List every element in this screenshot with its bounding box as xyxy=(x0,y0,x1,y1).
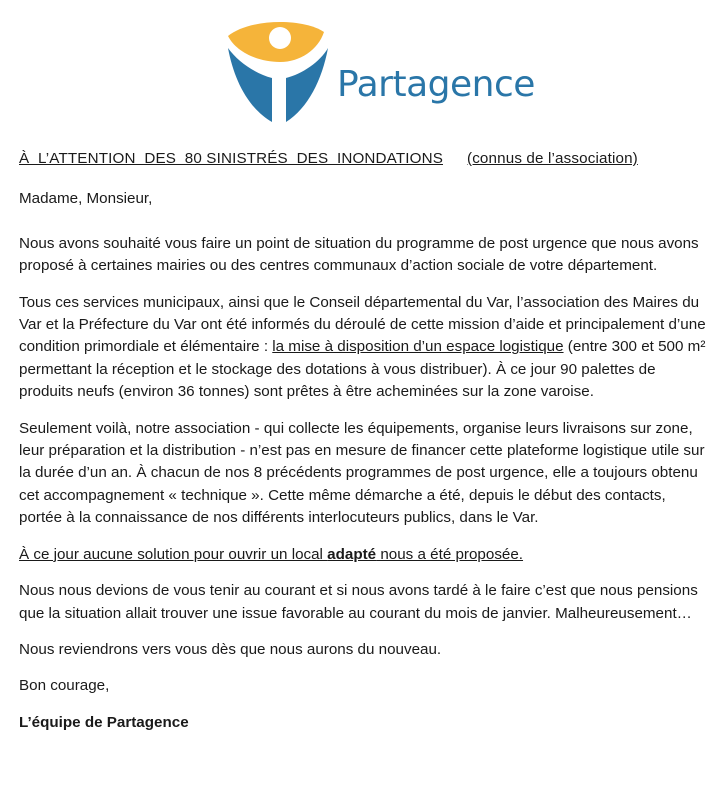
partagence-logo xyxy=(224,18,535,130)
paragraph-services xyxy=(19,292,709,404)
partagence-logo-mark-icon xyxy=(224,18,334,130)
p2-text-after: (entre 300 et 500 m² permettant la réception et le stockage des dotations à vous distribuer). À ce jour 90 palettes de produits neufs (environ 36 tonnes) sont prêtes à être acheminées sur la zone varoise. xyxy=(19,338,706,401)
salutation: Madame, Monsieur, xyxy=(19,190,153,208)
p2-text-before: Tous ces services municipaux, ainsi que le Conseil départemental du Var, l’association des Maires du Var et la Préfecture du Var ont été informés du déroulé de cette mission d’aide et principalement d’une condition primordiale et élémentaire : xyxy=(19,293,706,356)
heading-suffix: (connus de l’association) xyxy=(466,150,638,167)
p2-underlined-text: la mise à disposition d’un espace logistique xyxy=(272,338,564,356)
heading-main: À L’ATTENTION DES 80 SINISTRÉS DES INONDATIONS xyxy=(19,150,443,167)
letter-heading xyxy=(19,148,709,170)
logo-wordmark: Partagence xyxy=(337,64,535,105)
closing: Bon courage, xyxy=(19,677,110,695)
paragraph-no-solution xyxy=(19,544,709,566)
paragraph-followup: Nous reviendrons vers vous dès que nous aurons du nouveau. xyxy=(19,640,442,658)
paragraph-situation: Nous avons souhaité vous faire un point de situation du programme de post urgence que nous avons proposé à certaines mairies ou des centres communaux d’action sociale de votre département. xyxy=(19,234,699,275)
letter-body xyxy=(19,148,709,734)
paragraph-update: Nous nous devions de vous tenir au courant et si nous avons tardé à le faire c’est que nous pensions que la situation allait trouver une issue favorable au courant du mois de janvier. Malheureusement… xyxy=(19,582,698,622)
p4-text-after: nous a été proposée. xyxy=(376,545,524,563)
paragraph-association: Seulement voilà, notre association - qui collecte les équipements, organise leurs livraisons sur zone, leur préparation et la distribution - n’est pas en mesure de financer cette plateforme logistique utile sur la durée d’un an. À chacun de nos 8 précédents programmes de post urgence, elle a toujours obtenu cet accompagnement « technique ». Cette même démarche a été, depuis le début des contacts, portée à la connaissance de nos différents interlocuteurs publics, dans le Var. xyxy=(19,419,705,527)
p4-text-before: À ce jour aucune solution pour ouvrir un local xyxy=(19,545,328,563)
p4-bold-text: adapté xyxy=(327,545,377,563)
signature: L’équipe de Partagence xyxy=(19,713,189,731)
